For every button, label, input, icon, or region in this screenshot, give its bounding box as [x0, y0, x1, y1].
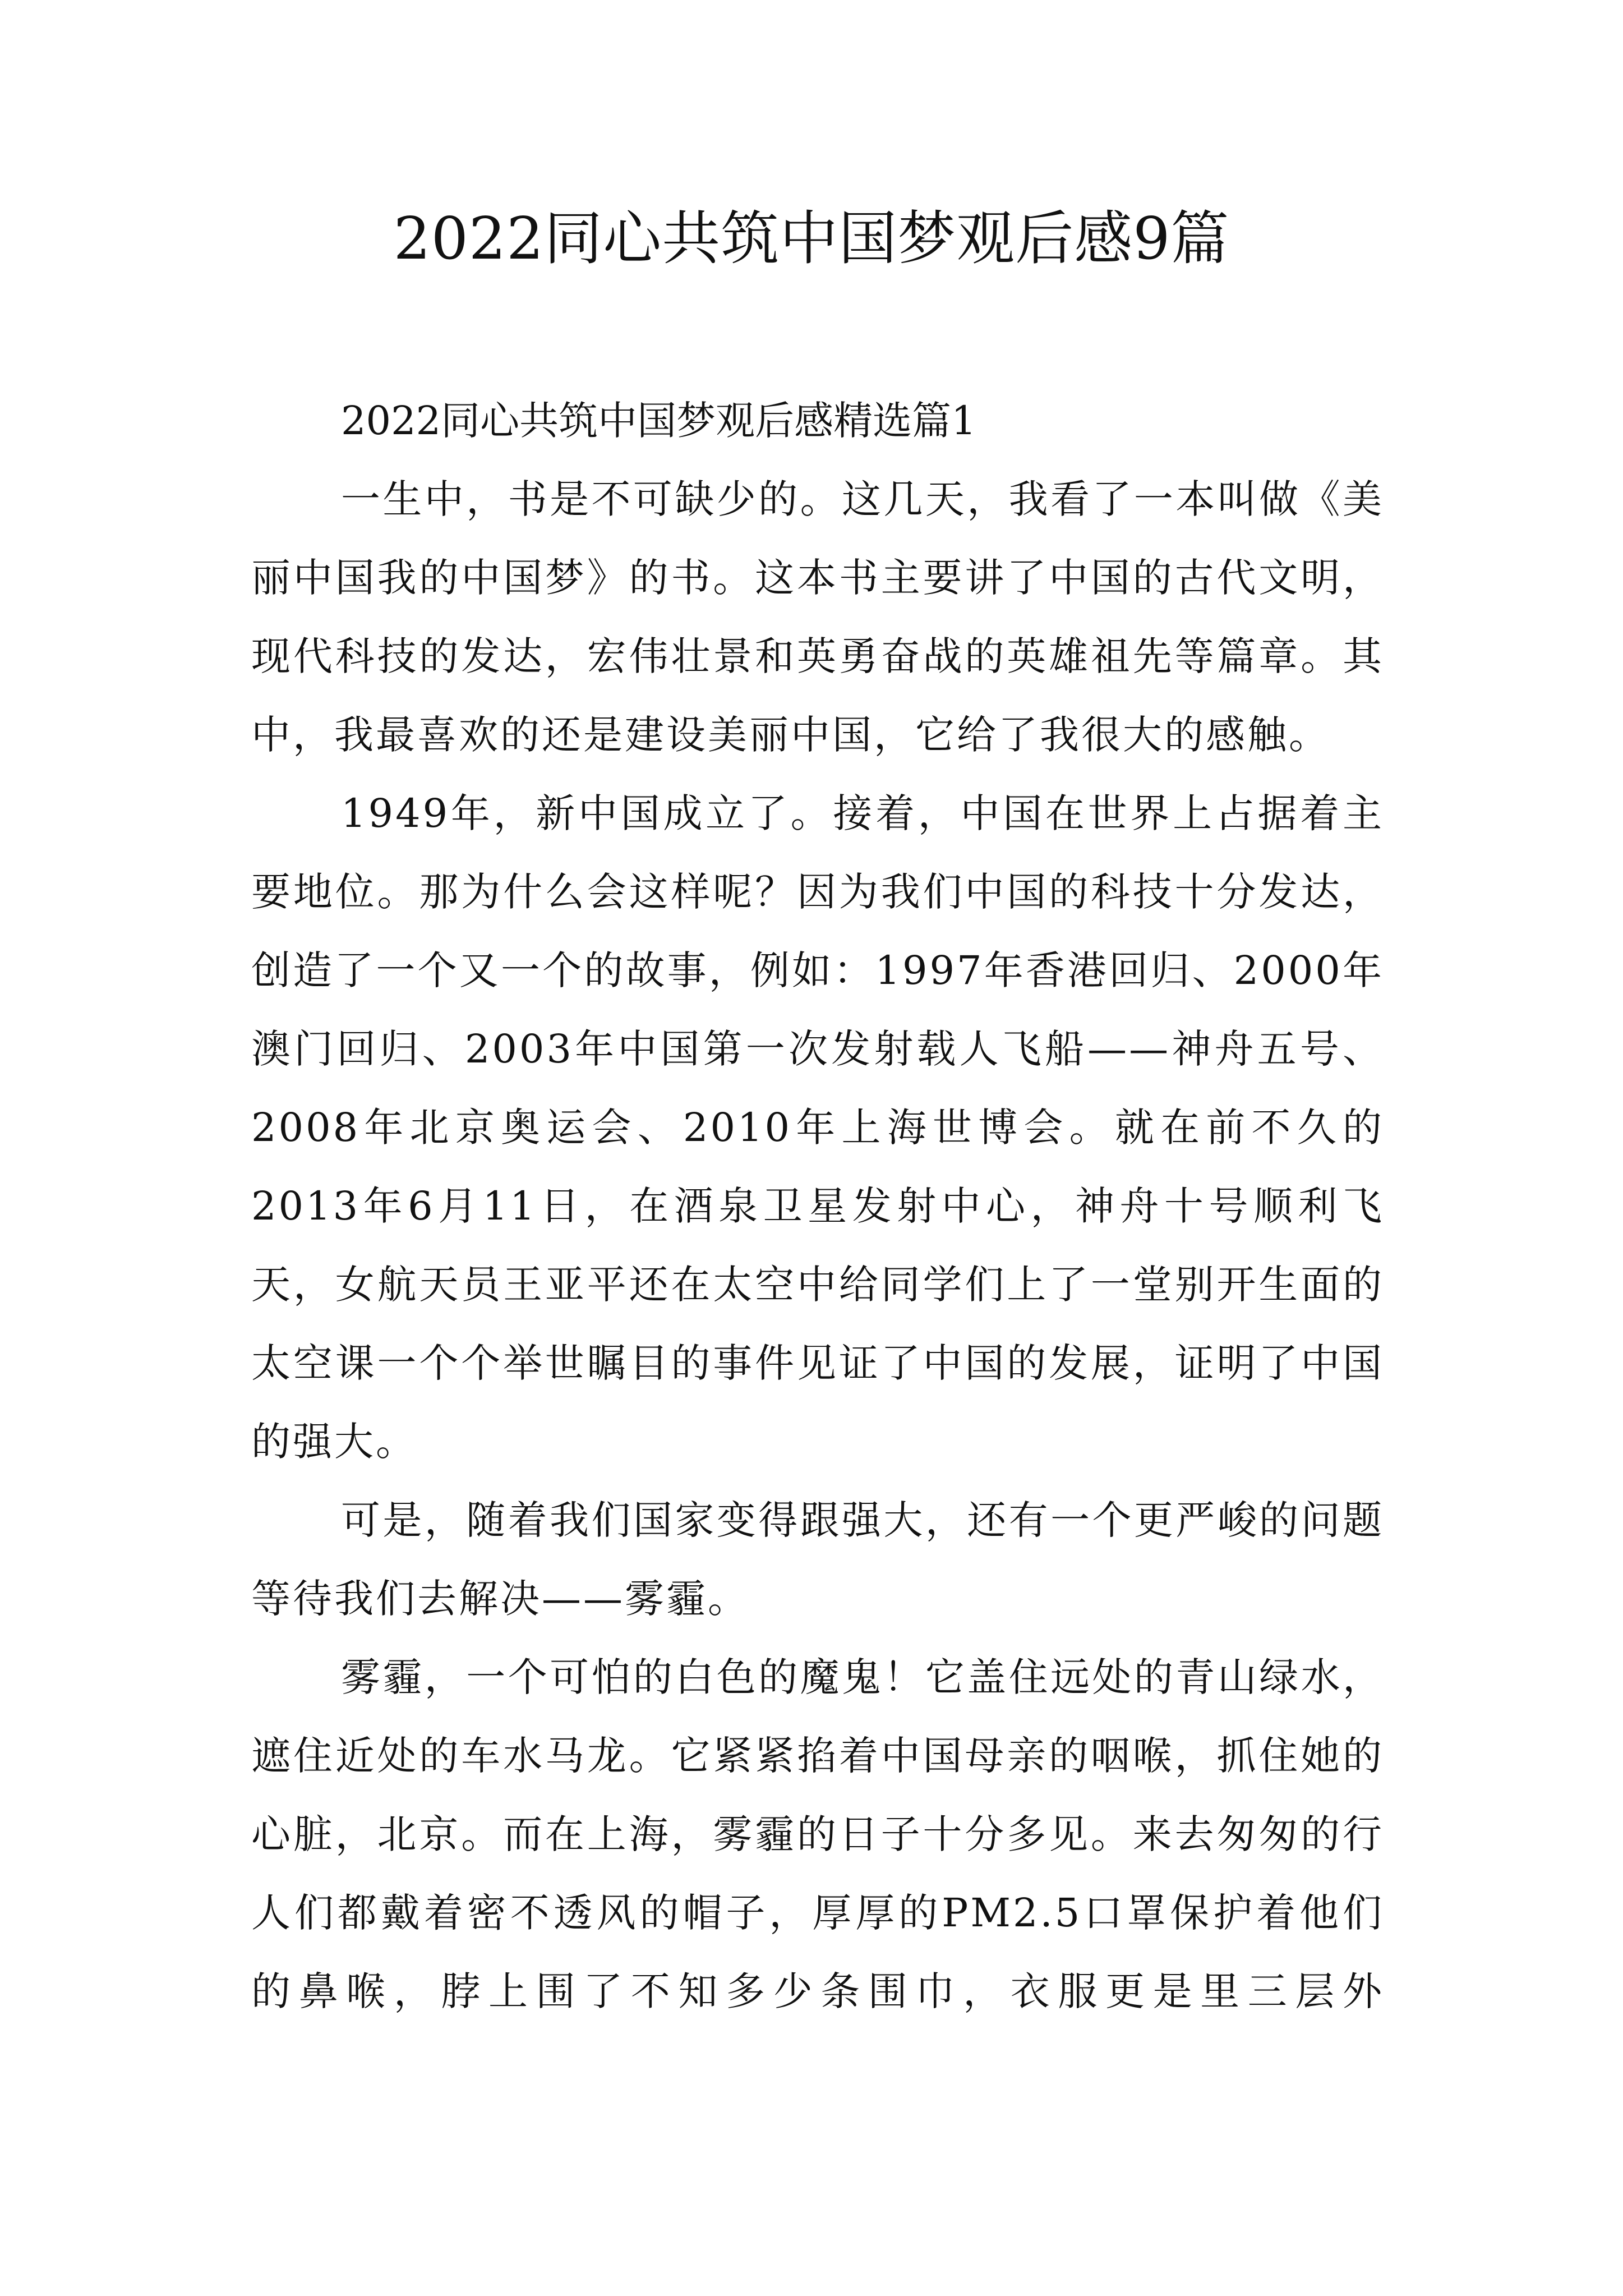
paragraph-2: 1949年，新中国成立了。接着，中国在世界上占据着主要地位。那为什么会这样呢？因为我们中国的科技十分发达，创造了一个又一个的故事，例如：1997年香港回归、2000年澳门回归、2003年中国第一次发射载人飞船——神舟五号、2008年北京奥运会、2010年上海世博会。就在前不久的2013年6月11日，在酒泉卫星发射中心，神舟十号顺利飞天，女航天员王亚平还在太空中给同学们上了一堂别开生面的太空课一个个举世瞩目的事件见证了中国的发展，证明了中国的强大。 — [251, 790, 1384, 1465]
paragraph-3: 可是，随着我们国家变得跟强大，还有一个更严峻的问题等待我们去解决——雾霾。 — [251, 1497, 1384, 1622]
paragraph-4: 雾霾，一个可怕的白色的魔鬼！它盖住远处的青山绿水，遮住近处的车水马龙。它紧紧掐着中国母亲的咽喉，抓住她的心脏，北京。而在上海，雾霾的日子十分多见。来去匆匆的行人们都戴着密不透风的帽子，厚厚的PM2.5口罩保护着他们的鼻喉，脖上围了不知多少条围巾，衣服更是里三层外 — [251, 1654, 1384, 2014]
document-title: 2022同心共筑中国梦观后感9篇 — [393, 204, 1230, 273]
paragraph-1: 一生中，书是不可缺少的。这几天，我看了一本叫做《美丽中国我的中国梦》的书。这本书主要讲了中国的古代文明，现代科技的发达，宏伟壮景和英勇奋战的英雄祖先等篇章。其中，我最喜欢的还是建设美丽中国，它给了我很大的感触。 — [251, 476, 1384, 758]
section-heading: 2022同心共筑中国梦观后感精选篇1 — [341, 398, 976, 444]
document-body — [251, 381, 1384, 2031]
